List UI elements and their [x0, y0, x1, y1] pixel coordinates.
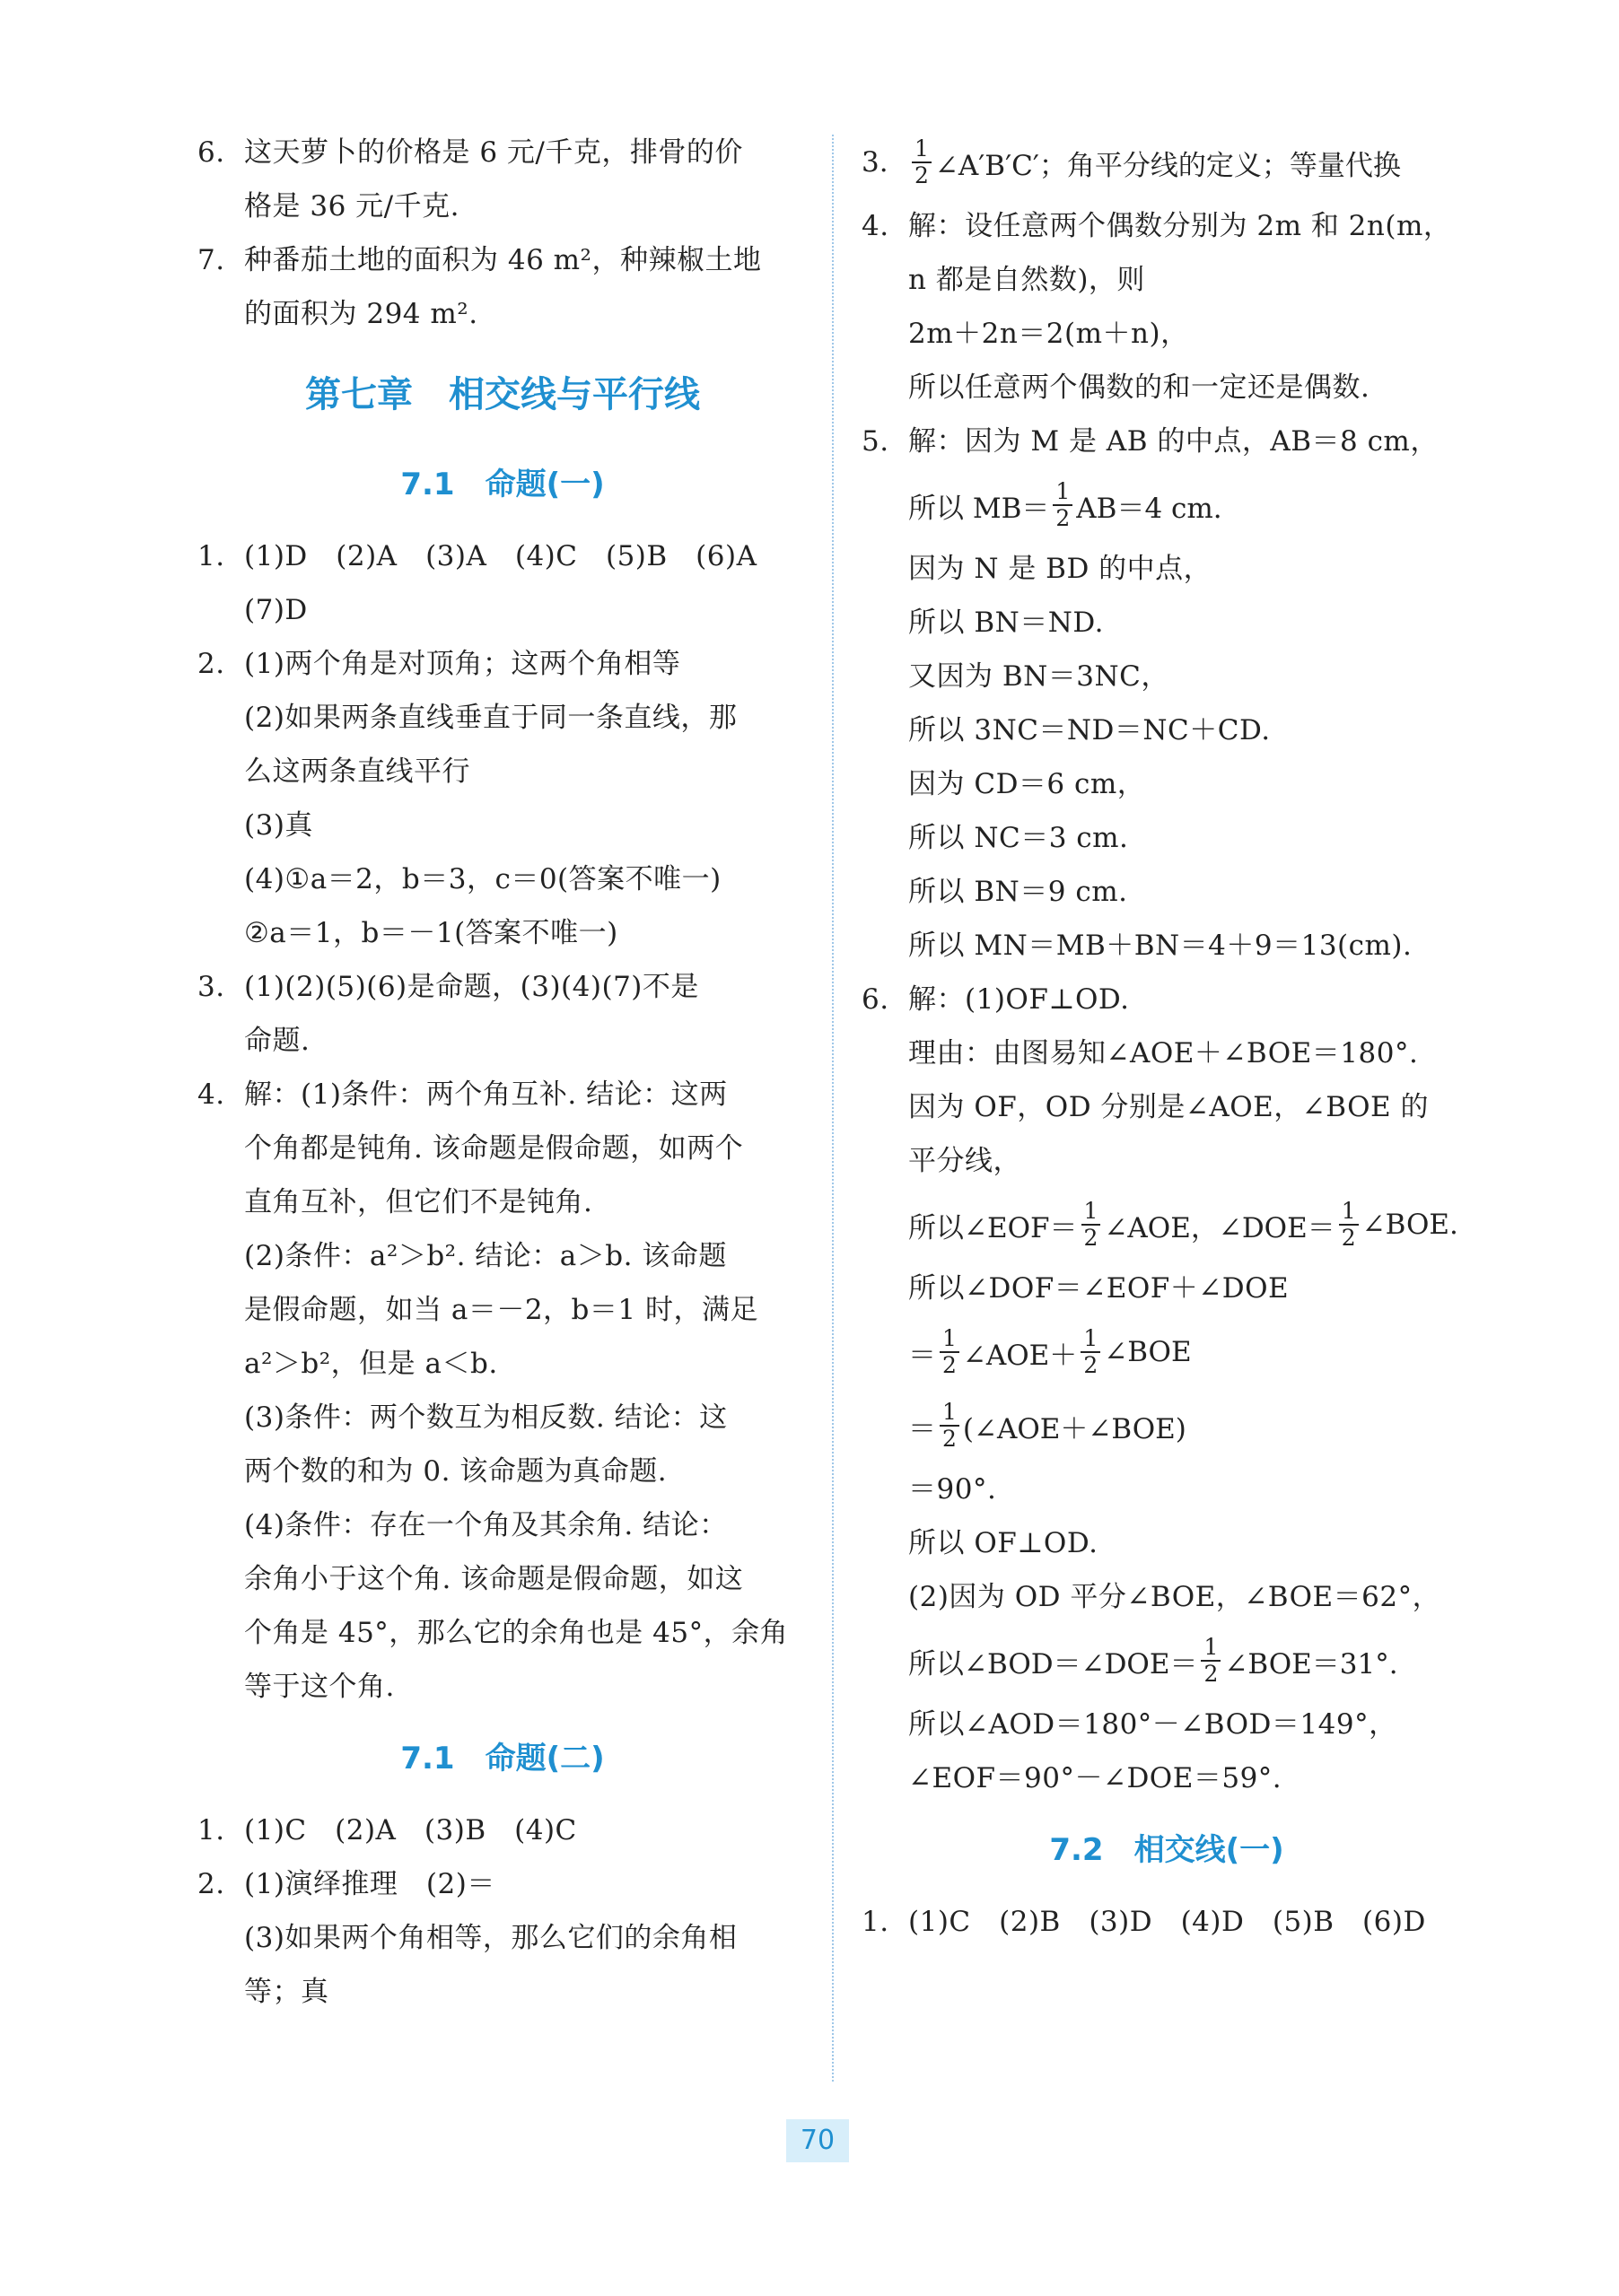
r-answer-5-cont: 所以 BN＝ND.: [908, 607, 1104, 639]
s1-answer-1-cont: (7)D: [244, 594, 308, 626]
s1-answer-4-cont: 等于这个角.: [244, 1671, 395, 1703]
r-answer-6-frac-4: 所以∠BOD＝∠DOE＝ $\frac{1}{2}$ ∠BOE＝31°.: [908, 1634, 1398, 1687]
r-answer-6-cont: 平分线，: [908, 1145, 1021, 1177]
s1-answer-2-cont: (4)①a＝2，b＝3，c＝0(答案不唯一): [244, 863, 722, 895]
s1-answer-4-cont: (4)条件：存在一个角及其余角. 结论：: [244, 1509, 728, 1541]
s2-answer-2: 2. (1)演绎推理 (2)＝: [197, 1868, 495, 1900]
s1-answer-3-cont: 命题.: [244, 1025, 311, 1057]
r-answer-6: 6. 解：(1)OF⊥OD.: [862, 983, 1130, 1016]
s2-answer-1: 1. (1)C (2)A (3)B (4)C: [197, 1814, 577, 1846]
s1-answer-4-cont: 直角互补，但它们不是钝角.: [244, 1186, 593, 1218]
section-title-7-2: 7.2 相交线(一): [1049, 1832, 1284, 1868]
r-answer-5: 5. 解：因为 M 是 AB 的中点，AB＝8 cm，: [862, 425, 1439, 458]
r-answer-6-frac-2: ＝ $\frac{1}{2}$ ∠AOE＋ $\frac{1}{2}$ ∠BOE: [908, 1325, 1192, 1378]
r-answer-4-cont: 所以任意两个偶数的和一定还是偶数.: [908, 371, 1370, 404]
s1-answer-1: 1. (1)D (2)A (3)A (4)C (5)B (6)A: [197, 540, 757, 572]
s1-answer-4-cont: (2)条件：a²＞b². 结论：a＞b. 该命题: [244, 1240, 727, 1272]
r-answer-5-cont: 所以 3NC＝ND＝NC＋CD.: [908, 714, 1271, 746]
page-number: 70: [786, 2119, 849, 2162]
s1-answer-2-cont: (3)真: [244, 809, 313, 842]
s1-answer-4-cont: a²＞b²，但是 a＜b.: [244, 1348, 498, 1380]
s1-answer-4-cont: 余角小于这个角. 该命题是假命题，如这: [244, 1563, 744, 1595]
section-title-7-1-a: 7.1 命题(一): [400, 467, 605, 502]
r-answer-5-cont: 又因为 BN＝3NC，: [908, 660, 1169, 693]
r-answer-6-cont: (2)因为 OD 平分∠BOE，∠BOE＝62°，: [908, 1581, 1441, 1613]
s2-answer-2-cont: (3)如果两个角相等，那么它们的余角相: [244, 1922, 738, 1954]
s1-answer-2-cont: 么这两条直线平行: [244, 755, 470, 788]
fraction: $\frac{1}{2}$: [1201, 1635, 1221, 1687]
s1-answer-2-cont: (2)如果两条直线垂直于同一条直线，那: [244, 702, 738, 734]
r-answer-5-cont: 所以 MN＝MB＋BN＝4＋9＝13(cm).: [908, 930, 1413, 962]
r-answer-3: 3. $\frac{1}{2}$ ∠A′B′C′；角平分线的定义；等量代换: [862, 135, 1401, 188]
r-answer-6-cont: ∠EOF＝90°－∠DOE＝59°.: [908, 1762, 1282, 1794]
fraction: $\frac{1}{2}$: [1339, 1199, 1359, 1251]
fraction: $\frac{1}{2}$: [1081, 1199, 1101, 1251]
s2-answer-2-cont: 等；真: [244, 1976, 329, 2008]
r-answer-5-cont: 所以 NC＝3 cm.: [908, 822, 1129, 854]
column-divider: [832, 135, 834, 2082]
answer-7: 7. 种番茄土地的面积为 46 m²，种辣椒土地: [197, 244, 762, 276]
fraction: $\frac{1}{2}$: [940, 1326, 959, 1378]
answer-6: 6. 这天萝卜的价格是 6 元/千克，排骨的价: [197, 136, 743, 169]
r-answer-6-cont: 所以 OF⊥OD.: [908, 1527, 1098, 1559]
r-answer-5-cont: 因为 N 是 BD 的中点，: [908, 553, 1212, 585]
fraction: $\frac{1}{2}$: [1053, 479, 1072, 531]
r-answer-6-frac-1: 所以∠EOF＝ $\frac{1}{2}$ ∠AOE，∠DOE＝ $\frac{1}{2}$ ∠BOE.: [908, 1198, 1458, 1251]
s1-answer-4-cont: (3)条件：两个数互为相反数. 结论：这: [244, 1401, 728, 1434]
r-answer-5-frac: 所以 MB＝ $\frac{1}{2}$ AB＝4 cm.: [908, 478, 1222, 531]
r-answer-6-cont: 理由：由图易知∠AOE＋∠BOE＝180°.: [908, 1037, 1419, 1069]
s1-answer-4-cont: 是假命题，如当 a＝－2，b＝1 时，满足: [244, 1294, 758, 1326]
s1-answer-4-cont: 个角都是钝角. 该命题是假命题，如两个: [244, 1132, 744, 1165]
s1-answer-2-cont: ②a＝1，b＝－1(答案不唯一): [244, 917, 618, 949]
section-title-7-1-b: 7.1 命题(二): [400, 1741, 605, 1777]
chapter-title: 第七章 相交线与平行线: [305, 374, 700, 415]
answer-7-cont: 的面积为 294 m².: [244, 298, 478, 330]
r-answer-6-frac-3: ＝ $\frac{1}{2}$ (∠AOE＋∠BOE): [908, 1399, 1186, 1452]
answer-6-cont: 格是 36 元/千克.: [244, 190, 459, 223]
right-column: [862, 126, 1472, 1949]
r-answer-4: 4. 解：设任意两个偶数分别为 2m 和 2n(m，: [862, 210, 1452, 242]
r-answer-6-cont: 因为 OF，OD 分别是∠AOE，∠BOE 的: [908, 1091, 1430, 1123]
s1-answer-4-cont: 两个数的和为 0. 该命题为真命题.: [244, 1455, 668, 1488]
fraction: $\frac{1}{2}$: [940, 1400, 959, 1452]
r-answer-5-cont: 所以 BN＝9 cm.: [908, 876, 1128, 908]
r-answer-6-cont: 所以∠DOF＝∠EOF＋∠DOE: [908, 1272, 1290, 1305]
s1-answer-2: 2. (1)两个角是对顶角；这两个角相等: [197, 648, 681, 680]
s1-answer-4-cont: 个角是 45°，那么它的余角也是 45°，余角: [244, 1617, 789, 1649]
r-answer-6-cont: ＝90°.: [908, 1473, 997, 1506]
r-answer-4-cont: 2m＋2n＝2(m＋n)，: [908, 318, 1189, 350]
s1-answer-3: 3. (1)(2)(5)(6)是命题，(3)(4)(7)不是: [197, 971, 699, 1003]
r-answer-5-cont: 因为 CD＝6 cm，: [908, 768, 1146, 800]
left-column: [197, 126, 808, 2019]
s1-answer-4: 4. 解：(1)条件：两个角互补. 结论：这两: [197, 1078, 728, 1111]
r-answer-6-cont: 所以∠AOD＝180°－∠BOD＝149°，: [908, 1708, 1397, 1741]
s3-answer-1: 1. (1)C (2)B (3)D (4)D (5)B (6)D: [862, 1906, 1426, 1938]
r-answer-4-cont: n 都是自然数)，则: [908, 264, 1145, 296]
fraction: $\frac{1}{2}$: [912, 136, 932, 188]
fraction: $\frac{1}{2}$: [1081, 1326, 1100, 1378]
